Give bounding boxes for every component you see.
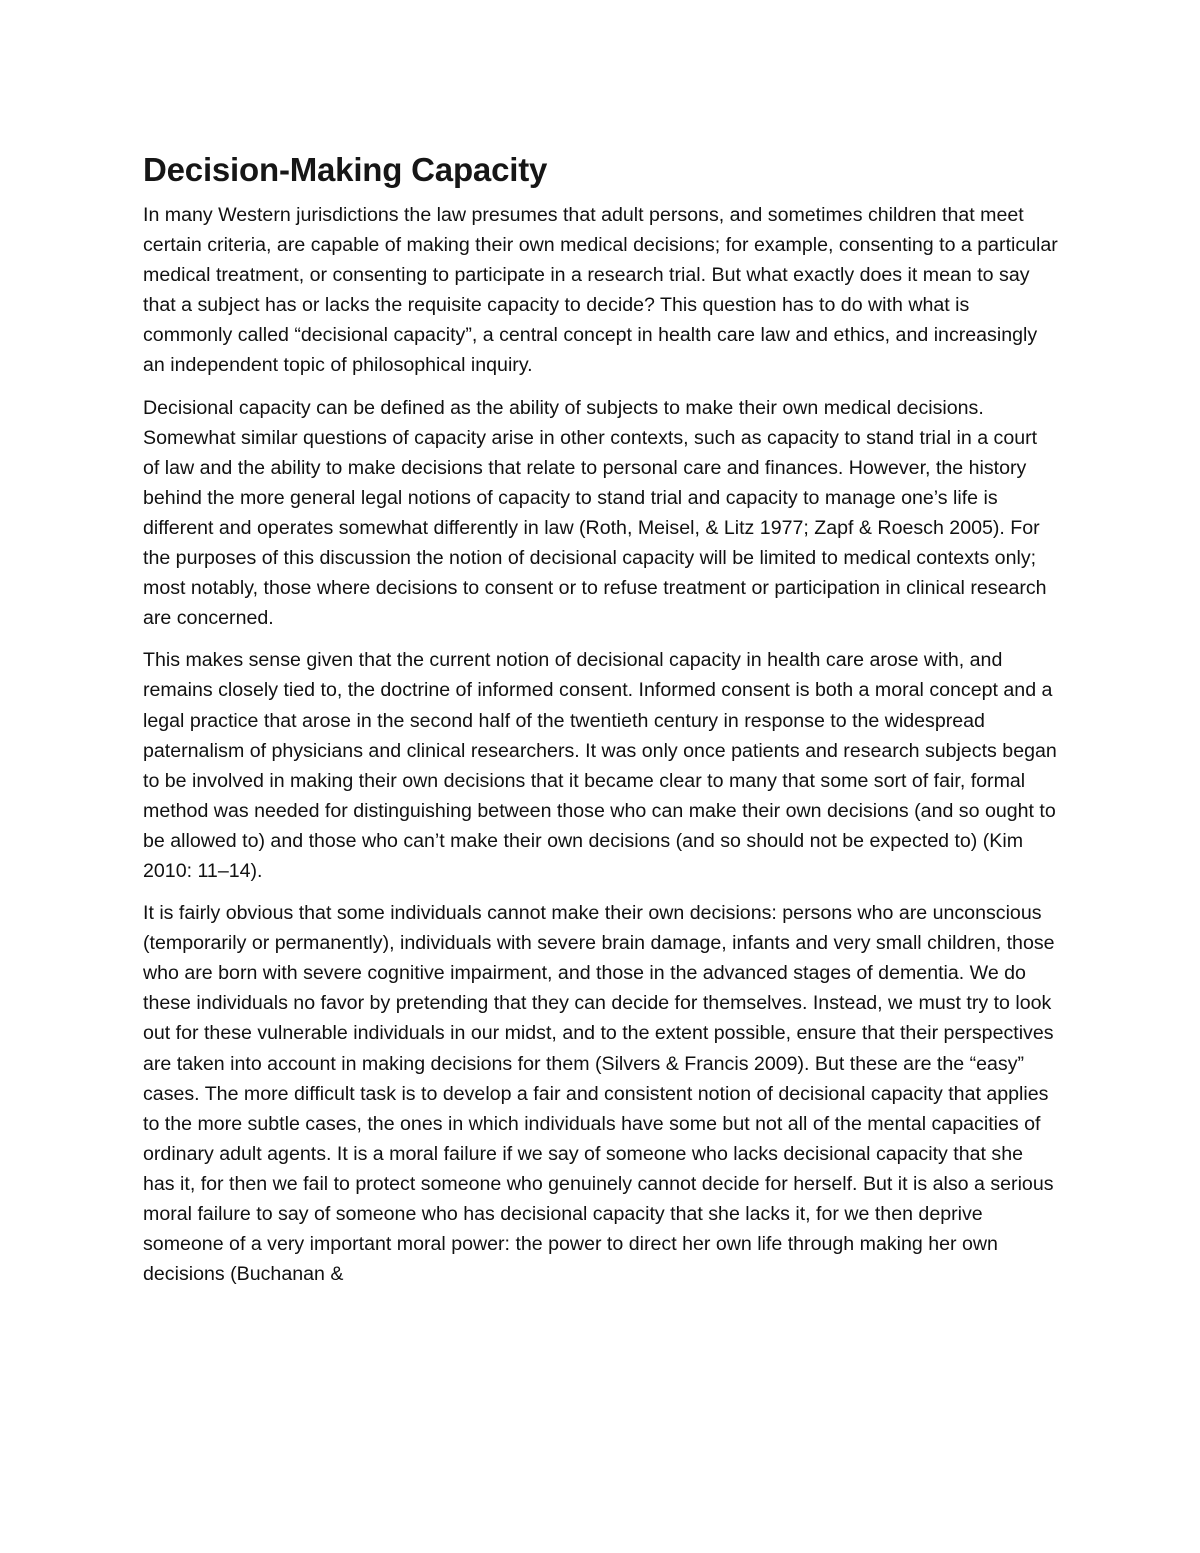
- paragraph-2: Decisional capacity can be defined as the ability of subjects to make their own medical decisions. Somewhat similar questions of capacity arise in other contexts, such as capacity to stand trial in a court of law and the ability to make decisions that relate to personal care and finances. However, the history behind the more general legal notions of capacity to stand trial and capacity to manage one’s life is different and operates somewhat differently in law (Roth, Meisel, & Litz 1977; Zapf & Roesch 2005). For the purposes of this discussion the notion of decisional capacity will be limited to medical contexts only; most notably, those where decisions to consent or to refuse treatment or participation in clinical research are concerned.: [143, 396, 1047, 630]
- document-title: Decision-Making Capacity: [143, 151, 548, 188]
- paragraph-1: In many Western jurisdictions the law presumes that adult persons, and sometimes children that meet certain criteria, are capable of making their own medical decisions; for example, consenting to a particular medical treatment, or consenting to participate in a research trial. But what exactly does it mean to say that a subject has or lacks the requisite capacity to decide? This question has to do with what is commonly called “decisional capacity”, a central concept in health care law and ethics, and increasingly an independent topic of philosophical inquiry.: [143, 204, 1058, 377]
- document-body: [143, 150, 1058, 1301]
- paragraph-3: This makes sense given that the current notion of decisional capacity in health care arose with, and remains closely tied to, the doctrine of informed consent. Informed consent is both a moral concept and a legal practice that arose in the second half of the twentieth century in response to the widespread paternalism of physicians and clinical researchers. It was only once patients and research subjects began to be involved in making their own decisions that it became clear to many that some sort of fair, formal method was needed for distinguishing between those who can make their own decisions (and so ought to be allowed to) and those who can’t make their own decisions (and so should not be expected to) (Kim 2010: 11–14).: [143, 649, 1057, 882]
- paragraph-4: It is fairly obvious that some individuals cannot make their own decisions: persons who are unconscious (temporarily or permanently), individuals with severe brain damage, infants and very small children, those who are born with severe cognitive impairment, and those in the advanced stages of dementia. We do these individuals no favor by pretending that they can decide for themselves. Instead, we must try to look out for these vulnerable individuals in our midst, and to the extent possible, ensure that their perspectives are taken into account in making decisions for them (Silvers & Francis 2009). But these are the “easy” cases. The more difficult task is to develop a fair and consistent notion of decisional capacity that applies to the more subtle cases, the ones in which individuals have some but not all of the mental capacities of ordinary adult agents. It is a moral failure if we say of someone who lacks decisional capacity that she has it, for then we fail to protect someone who genuinely cannot decide for herself. But it is also a serious moral failure to say of someone who has decisional capacity that she lacks it, for we then deprive someone of a very important moral power: the power to direct her own life through making her own decisions (Buchanan &: [143, 902, 1055, 1286]
